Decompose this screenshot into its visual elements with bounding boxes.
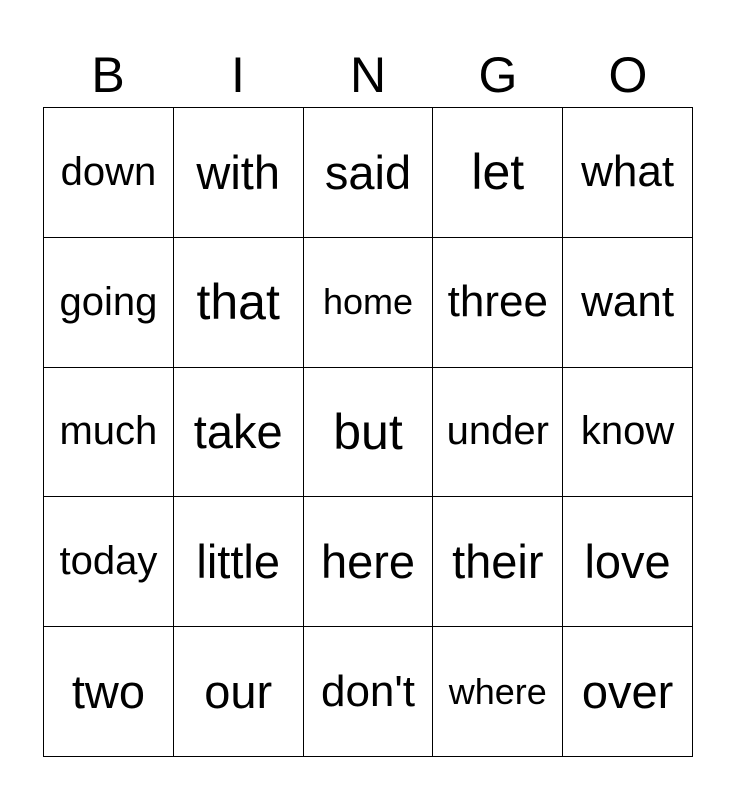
bingo-cell[interactable] [563, 627, 693, 757]
bingo-cell[interactable] [563, 108, 693, 238]
cell-word: three [447, 277, 548, 327]
bingo-cell[interactable] [433, 368, 563, 498]
header-letter-o: O [608, 47, 648, 103]
header-letter-i: I [231, 47, 245, 103]
cell-word: but [333, 403, 403, 460]
bingo-cell[interactable] [433, 627, 563, 757]
bingo-cell[interactable] [563, 497, 693, 627]
bingo-board [43, 107, 693, 757]
bingo-cell[interactable] [174, 627, 304, 757]
bingo-cell[interactable] [44, 497, 174, 627]
header-letter-g: G [478, 47, 518, 103]
cell-word: that [196, 274, 280, 331]
cell-word: going [59, 279, 158, 324]
cell-word: want [581, 277, 675, 327]
cell-word: said [324, 145, 412, 199]
cell-word: little [196, 535, 280, 589]
cell-word: home [322, 281, 414, 323]
cell-word: where [448, 670, 547, 712]
bingo-cell[interactable] [174, 368, 304, 498]
cell-word: let [471, 144, 525, 201]
bingo-cell[interactable] [433, 497, 563, 627]
bingo-cell[interactable] [304, 238, 434, 368]
cell-word: love [584, 535, 671, 589]
header-letter-n: N [349, 47, 387, 103]
cell-word: their [452, 535, 544, 589]
bingo-cell[interactable] [44, 627, 174, 757]
cell-word: with [196, 145, 280, 199]
cell-word: what [581, 147, 675, 197]
cell-word: here [320, 535, 416, 589]
cell-word: much [59, 409, 158, 454]
bingo-cell[interactable] [44, 108, 174, 238]
bingo-cell[interactable] [304, 368, 434, 498]
cell-word: our [204, 665, 273, 719]
header-letter-b: B [91, 47, 125, 103]
bingo-cell[interactable] [304, 497, 434, 627]
bingo-header [43, 44, 693, 106]
bingo-cell[interactable] [304, 108, 434, 238]
cell-word: two [71, 665, 145, 719]
bingo-cell[interactable] [304, 627, 434, 757]
bingo-cell[interactable] [433, 108, 563, 238]
cell-word: down [60, 149, 157, 194]
bingo-cell[interactable] [174, 108, 304, 238]
bingo-cell[interactable] [563, 238, 693, 368]
cell-word: don't [320, 666, 416, 716]
cell-word: over [581, 665, 674, 719]
bingo-cell[interactable] [44, 368, 174, 498]
cell-word: under [446, 409, 549, 454]
bingo-cell[interactable] [174, 497, 304, 627]
bingo-cell[interactable] [174, 238, 304, 368]
bingo-cell[interactable] [44, 238, 174, 368]
bingo-cell[interactable] [563, 368, 693, 498]
cell-word: take [193, 405, 283, 459]
cell-word: today [59, 539, 158, 584]
cell-word: know [580, 409, 675, 454]
bingo-cell[interactable] [433, 238, 563, 368]
